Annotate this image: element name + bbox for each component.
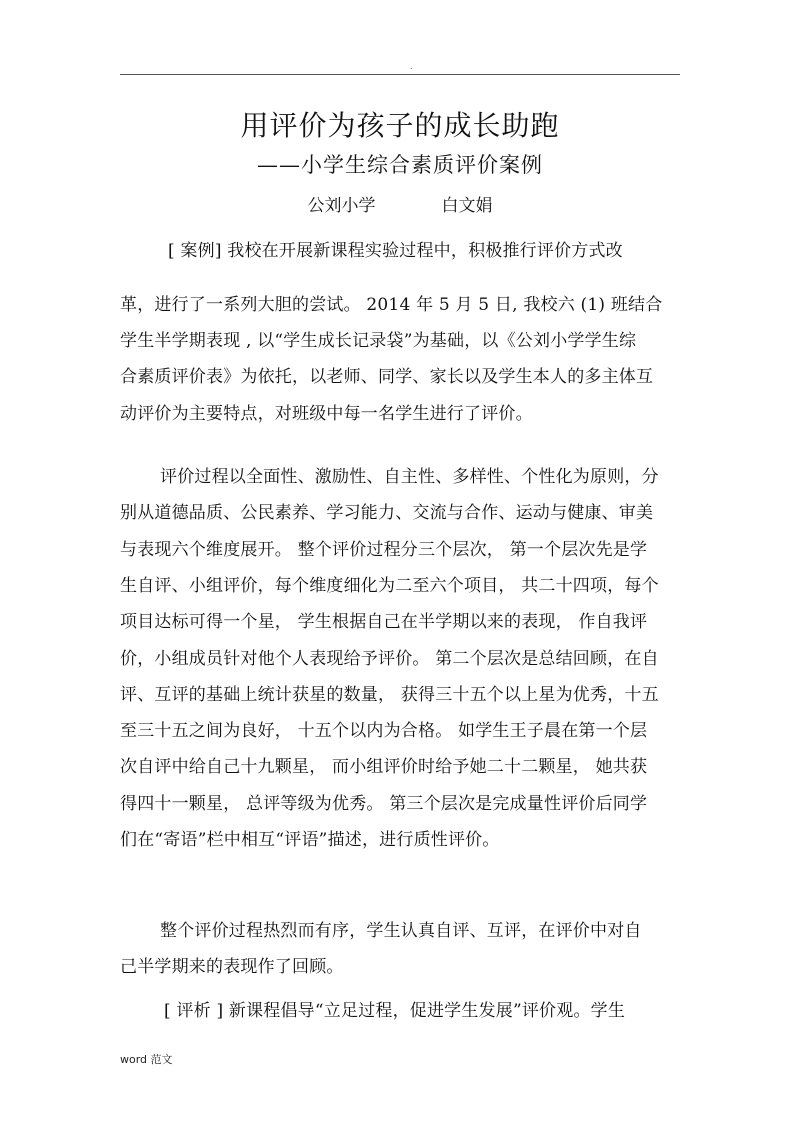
body-line: 别从道德品质、公民素养、学习能力、交流与合作、运动与健康、审美	[120, 503, 654, 523]
body-line: 与表现六个维度展开。 整个评价过程分三个层次， 第一个层次先是学	[120, 540, 648, 560]
body-line: 己半学期来的表现作了回顾。	[120, 957, 344, 977]
body-line: [ 案例] 我校在开展新课程实验过程中，积极推行评价方式改	[168, 241, 623, 261]
body-line: 合素质评价表》为依托，以老师、同学、家长以及学生本人的多主体互	[120, 367, 654, 387]
body-line: 整个评价过程热烈而有序，学生认真自评、互评，在评价中对自	[160, 921, 642, 941]
body-line: 评、互评的基础上统计获星的数量， 获得三十五个以上星为优秀，十五	[120, 685, 659, 705]
school-name: 公刘小学	[307, 196, 376, 216]
body-line: 革，进行了一系列大胆的尝试。 2014 年 5 月 5 日, 我校六 (1) 班结合	[120, 295, 663, 315]
header-mark: .	[410, 62, 413, 71]
body-line: 得四十一颗星， 总评等级为优秀。 第三个层次是完成量性评价后同学	[120, 794, 648, 814]
document-title: 用评价为孩子的成长助跑	[240, 109, 560, 142]
body-line: 学生半学期表现 , 以“学生成长记录袋”为基础，以《公刘小学学生综	[120, 331, 637, 351]
author-name: 白文娟	[441, 196, 493, 216]
body-line: 生自评、小组评价，每个维度细化为二至六个项目， 共二十四项，每个	[120, 576, 659, 596]
body-line: 动评价为主要特点，对班级中每一名学生进行了评价。	[120, 404, 533, 424]
author-line	[0, 191, 800, 216]
document-subtitle: ——小学生综合素质评价案例	[257, 153, 543, 177]
body-line: 项目达标可得一个星， 学生根据自己在半学期以来的表现， 作自我评	[120, 612, 648, 632]
footer-label: word 范文	[120, 1053, 173, 1066]
body-line: 们在“寄语”栏中相互“评语”描述，进行质性评价。	[120, 830, 500, 850]
body-line: 至三十五之间为良好， 十五个以内为合格。 如学生王子晨在第一个层	[120, 721, 648, 741]
body-line: 次自评中给自己十九颗星， 而小组评价时给予她二十二颗星， 她共获	[120, 757, 648, 777]
body-line: [ 评析 ] 新课程倡导“立足过程，促进学生发展”评价观。学生	[164, 1001, 626, 1021]
body-line: 价，小组成员针对他个人表现给予评价。 第二个层次是总结回顾，在自	[120, 649, 659, 669]
body-line: 评价过程以全面性、激励性、自主性、多样性、个性化为原则，分	[160, 467, 659, 487]
header-rule	[120, 74, 680, 75]
